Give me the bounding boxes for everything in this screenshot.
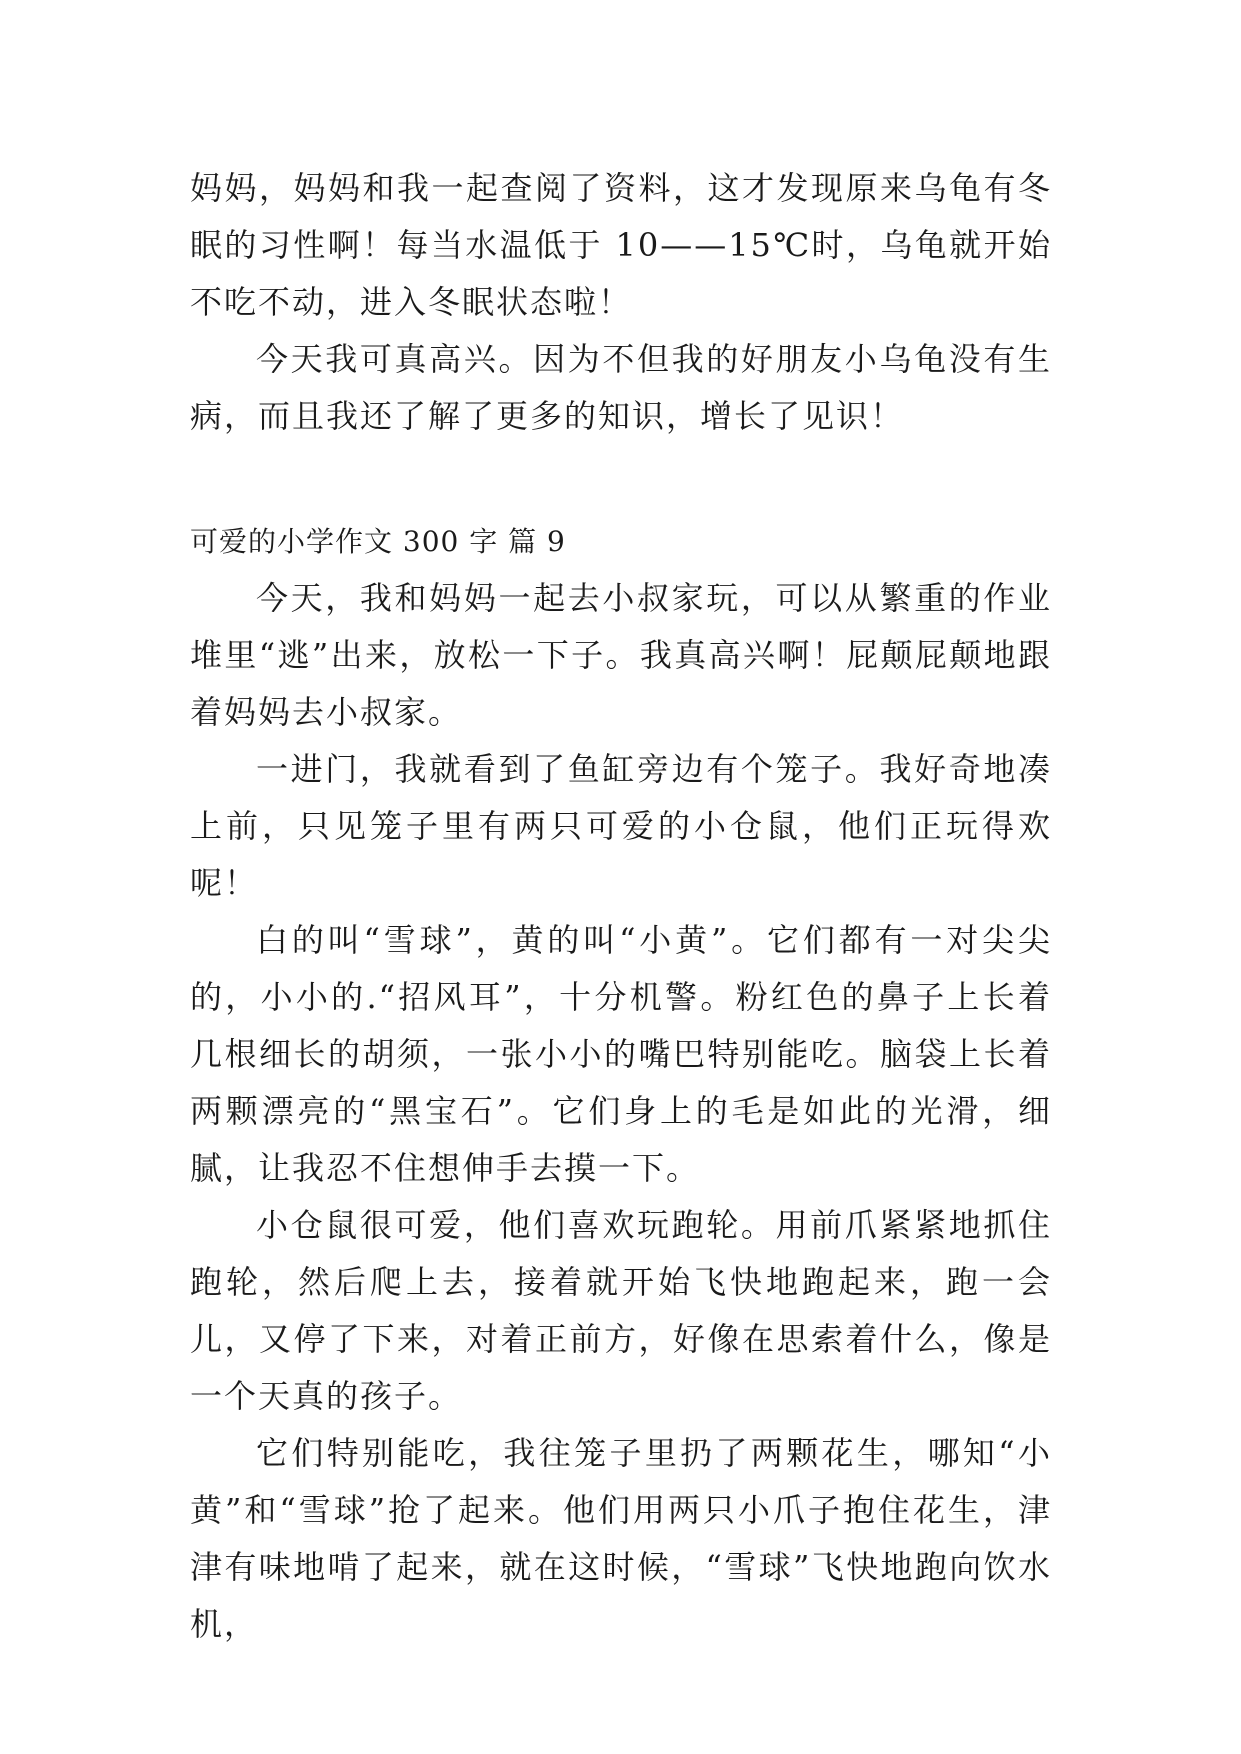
- paragraph: 它们特别能吃，我往笼子里扔了两颗花生，哪知“小黄”和“雪球”抢了起来。他们用两只小爪子抱住花生，津津有味地啃了起来，就在这时候，“雪球”飞快地跑向饮水机，: [190, 1434, 1052, 1643]
- document-page: [190, 160, 1052, 1653]
- paragraph: 小仓鼠很可爱，他们喜欢玩跑轮。用前爪紧紧地抓住跑轮，然后爬上去，接着就开始飞快地跑起来，跑一会儿，又停了下来，对着正前方，好像在思索着什么，像是一个天真的孩子。: [190, 1206, 1052, 1415]
- paragraph: 白的叫“雪球”，黄的叫“小黄”。它们都有一对尖尖的，小小的.“招风耳”，十分机警。粉红色的鼻子上长着几根细长的胡须，一张小小的嘴巴特别能吃。脑袋上长着两颗漂亮的“黑宝石”。它们身上的毛是如此的光滑，细腻，让我忍不住想伸手去摸一下。: [190, 921, 1052, 1187]
- paragraph: 妈妈，妈妈和我一起查阅了资料，这才发现原来乌龟有冬眠的习性啊！每当水温低于 10——15℃时，乌龟就开始不吃不动，进入冬眠状态啦！: [190, 169, 1052, 321]
- paragraph: 今天，我和妈妈一起去小叔家玩，可以从繁重的作业堆里“逃”出来，放松一下子。我真高兴啊！屁颠屁颠地跟着妈妈去小叔家。: [190, 579, 1052, 731]
- paragraph: 今天我可真高兴。因为不但我的好朋友小乌龟没有生病，而且我还了解了更多的知识，增长了见识！: [190, 340, 1052, 435]
- section-heading: 可爱的小学作文 300 字 篇 9: [190, 525, 566, 558]
- paragraph: 一进门，我就看到了鱼缸旁边有个笼子。我好奇地凑上前，只见笼子里有两只可爱的小仓鼠，他们正玩得欢呢！: [190, 750, 1052, 902]
